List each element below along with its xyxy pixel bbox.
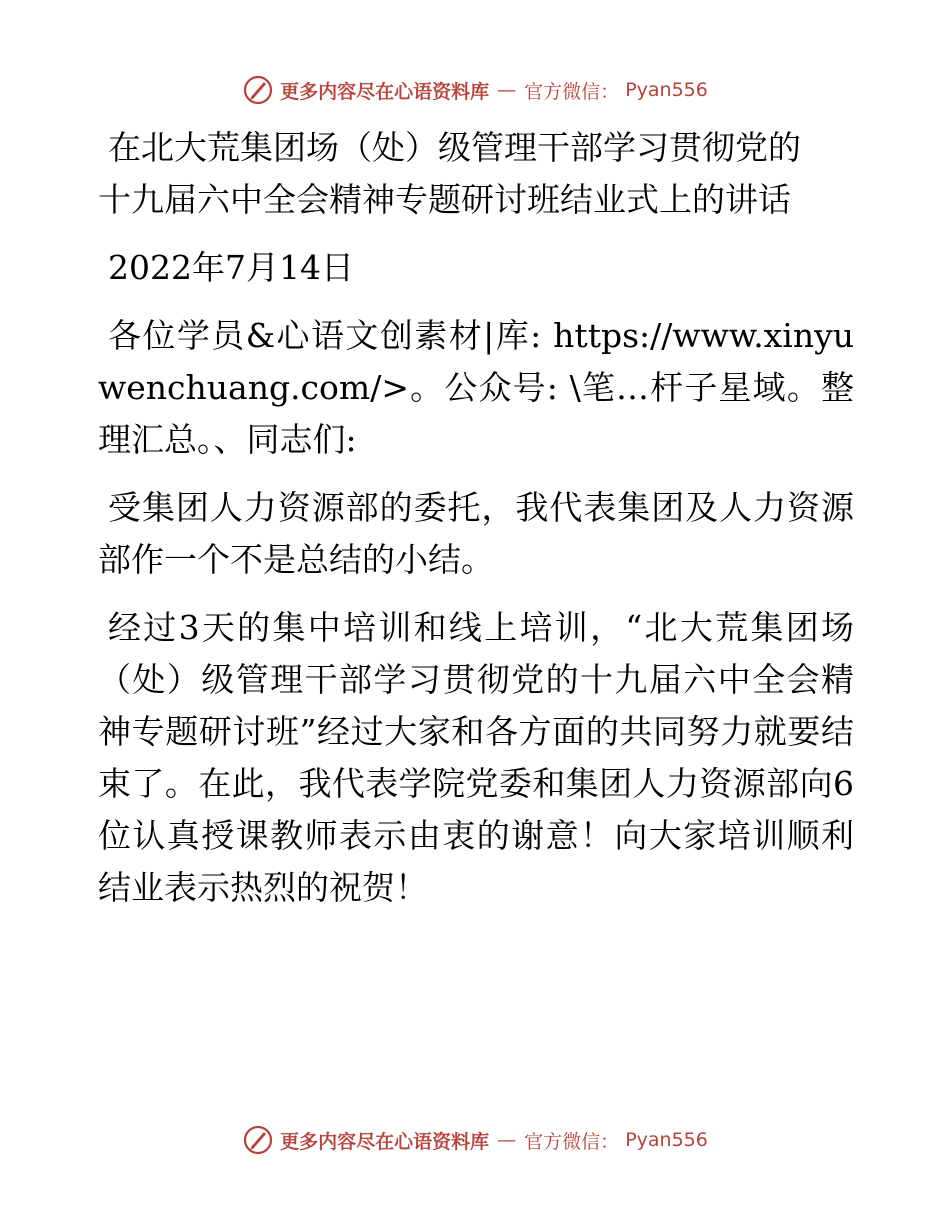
header-banner [0, 70, 950, 110]
document-title [98, 122, 854, 226]
banner-wechat-label: 官方微信： [524, 1130, 620, 1153]
title-line-1: 在北大荒集团场（处）级管理干部学习贯彻党的 [108, 128, 801, 167]
banner-dash: — [497, 79, 517, 101]
paragraph-2: 受集团人力资源部的委托，我代表集团及人力资源部作一个不是总结的小结。 [98, 488, 854, 579]
quill-pen-logo-icon [242, 1124, 274, 1156]
banner-text: 更多内容尽在心语资料库 [280, 80, 490, 103]
banner-dash: — [497, 1129, 517, 1151]
header-banner-inner [242, 74, 708, 106]
banner-text: 更多内容尽在心语资料库 [280, 1130, 490, 1153]
footer-banner [0, 1120, 950, 1160]
document-date: 2022年7月14日 [108, 248, 354, 287]
footer-banner-inner [242, 1124, 708, 1156]
banner-wechat-id: Pyan556 [625, 1129, 708, 1151]
paragraph-3: 经过3天的集中培训和线上培训，“北大荒集团场（处）级管理干部学习贯彻党的十九届六中全会精神专题研讨班”经过大家和各方面的共同努力就要结束了。在此，我代表学院党委和集团人力资源部向6位认真授课教师表示由衷的谢意！向大家培训顺利结业表示热烈的祝贺！ [98, 608, 854, 907]
document-body [98, 122, 854, 930]
title-line-2: 十九届六中全会精神专题研讨班结业式上的讲话 [98, 180, 791, 219]
banner-wechat-id: Pyan556 [625, 79, 708, 101]
quill-pen-logo-icon [242, 74, 274, 106]
paragraph-1: 各位学员&心语文创素材|库: https://www.xinyuwenchuang.com/>。公众号: \笔…杆子星域。整理汇总。、同志们: [98, 316, 854, 459]
banner-wechat-label: 官方微信： [524, 80, 620, 103]
